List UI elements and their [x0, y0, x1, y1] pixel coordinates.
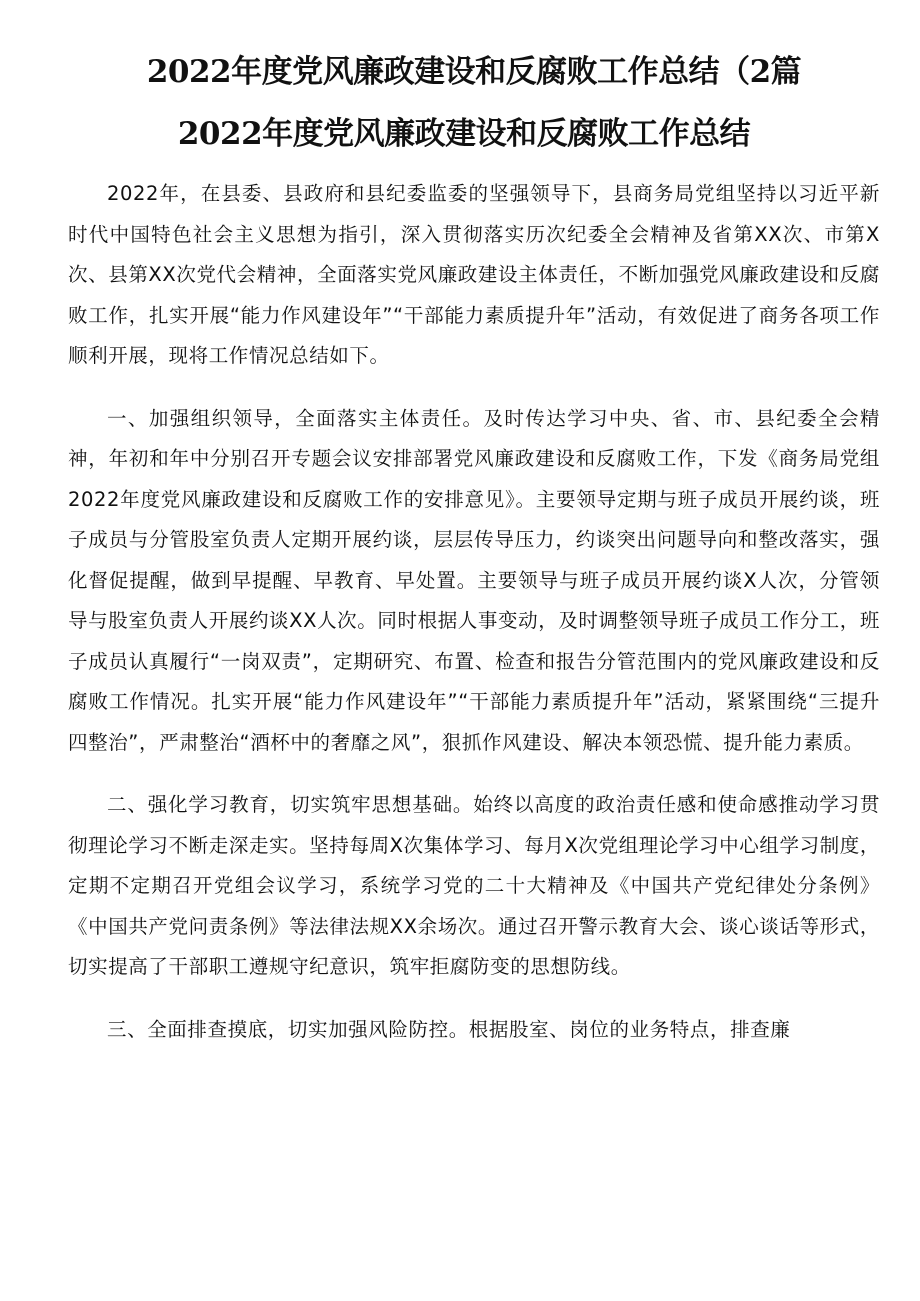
paragraph-section-3: 三、全面排查摸底，切实加强风险防控。根据股室、岗位的业务特点，排查廉: [107, 1017, 791, 1041]
document-subtitle: 2022年度党风廉政建设和反腐败工作总结: [177, 116, 751, 152]
document-title: 2022年度党风廉政建设和反腐败工作总结（2篇: [146, 54, 802, 90]
paragraph-intro: 2022年，在县委、县政府和县纪委监委的坚强领导下，县商务局党组坚持以习近平新时代中国特色社会主义思想为指引，深入贯彻落实历次纪委全会精神及省第XX次、市第X次、县第XX次党代会精神，全面落实党风廉政建设主体责任，不断加强党风廉政建设和反腐败工作，扎实开展“能力作风建设年”“干部能力素质提升年”活动，有效促进了商务各项工作顺利开展，现将工作情况总结如下。: [68, 182, 880, 367]
document-body: [68, 174, 880, 1050]
paragraph-section-1: 一、加强组织领导，全面落实主体责任。及时传达学习中央、省、市、县纪委全会精神，年初和年中分别召开专题会议安排部署党风廉政建设和反腐败工作，下发《商务局党组2022年度党风廉政建设和反腐败工作的安排意见》。主要领导定期与班子成员开展约谈，班子成员与分管股室负责人定期开展约谈，层层传导压力，约谈突出问题导向和整改落实，强化督促提醒，做到早提醒、早教育、早处置。主要领导与班子成员开展约谈X人次，分管领导与股室负责人开展约谈XX人次。同时根据人事变动，及时调整领导班子成员工作分工，班子成员认真履行“一岗双责”，定期研究、布置、检查和报告分管范围内的党风廉政建设和反腐败工作情况。扎实开展“能力作风建设年”“干部能力素质提升年”活动，紧紧围绕“三提升四整治”，严肃整治“酒杯中的奢靡之风”，狠抓作风建设、解决本领恐慌、提升能力素质。: [68, 406, 880, 754]
paragraph-section-2: 二、强化学习教育，切实筑牢思想基础。始终以高度的政治责任感和使命感推动学习贯彻理论学习不断走深走实。坚持每周X次集体学习、每月X次党组理论学习中心组学习制度，定期不定期召开党组会议学习，系统学习党的二十大精神及《中国共产党纪律处分条例》《中国共产党问责条例》等法律法规XX余场次。通过召开警示教育大会、谈心谈话等形式，切实提高了干部职工遵规守纪意识，筑牢拒腐防变的思想防线。: [68, 793, 880, 978]
